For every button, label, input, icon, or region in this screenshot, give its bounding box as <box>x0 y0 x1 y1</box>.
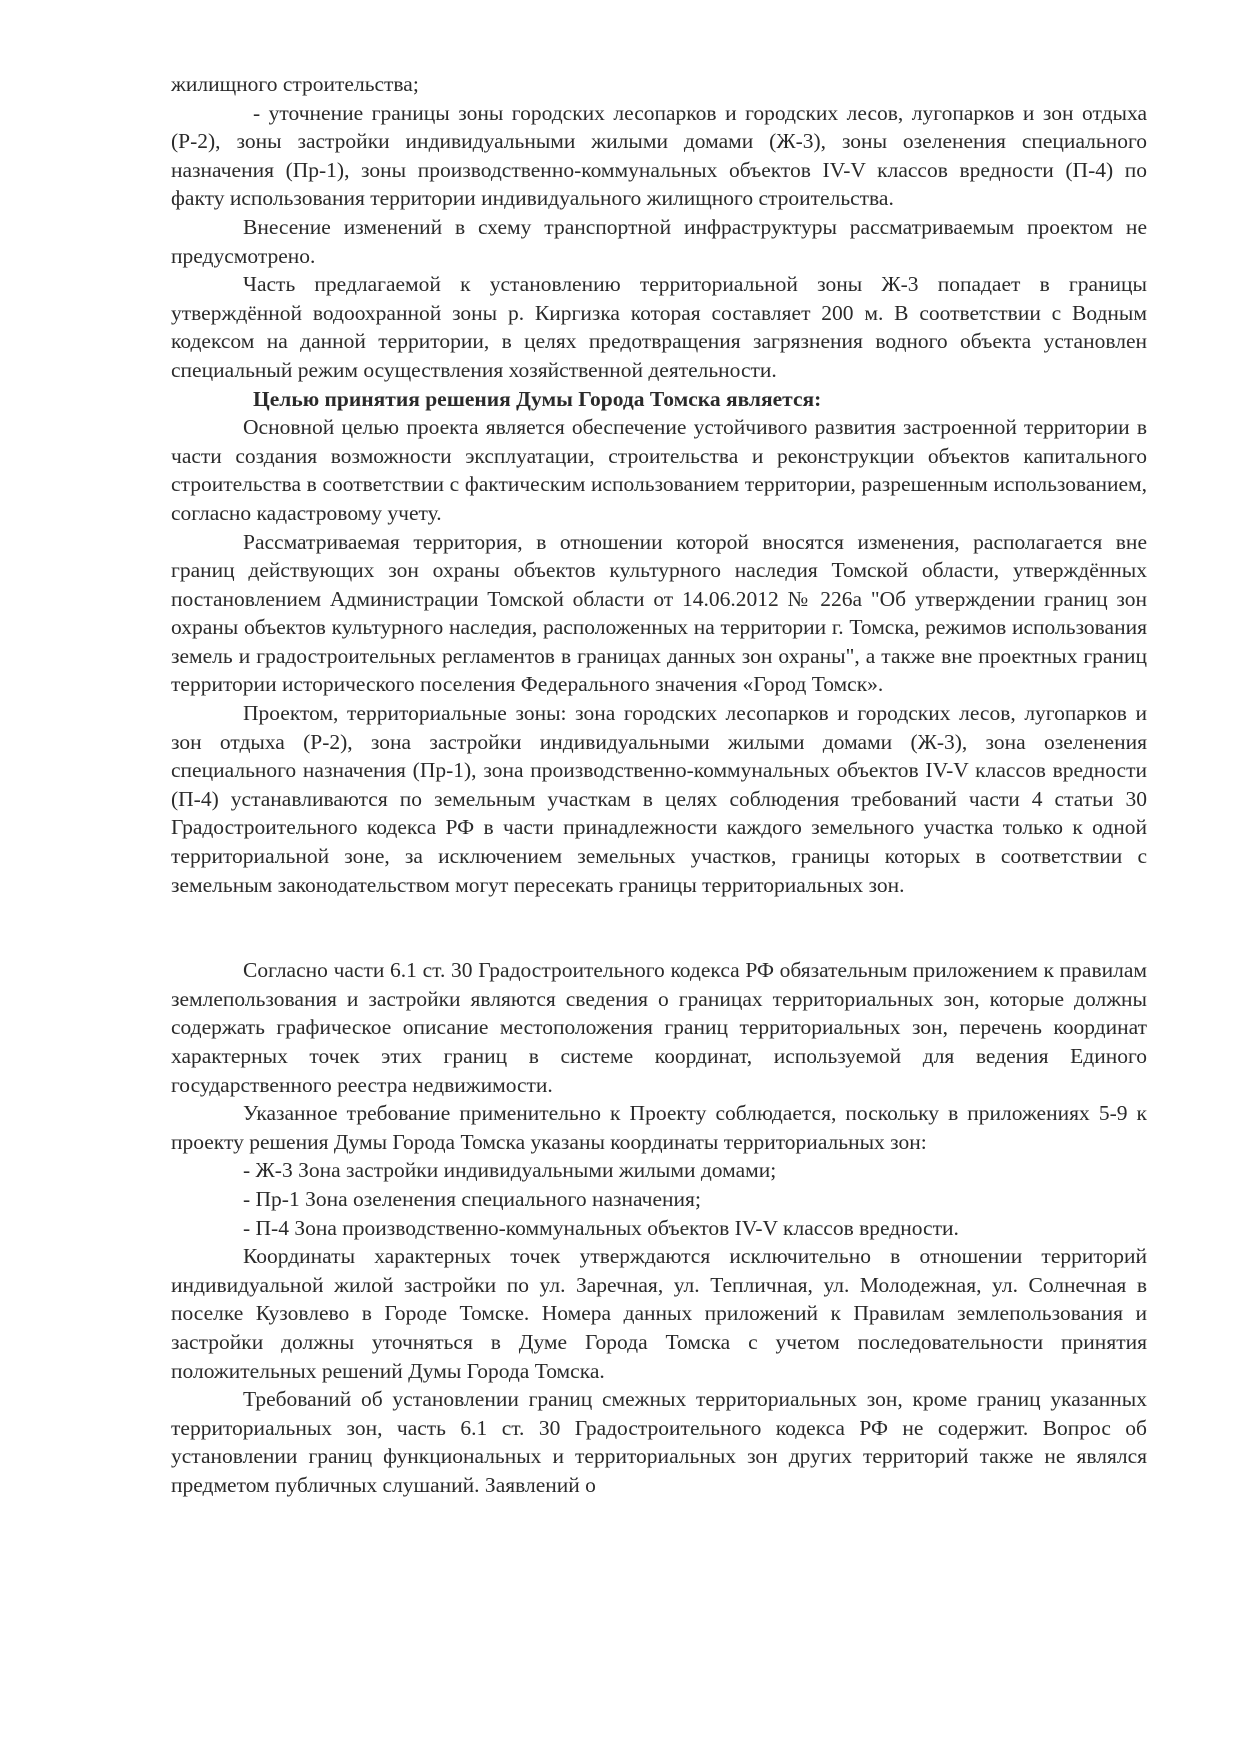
paragraph-main-goal: Основной целью проекта является обеспечение устойчивого развития застроенной территории в части создания возможности эксплуатации, строительства и реконструкции объектов капитального строительства в соответствии с фактическим использованием территории, разрешенным использованием, согласно кадастровому учету. <box>171 415 1147 525</box>
list-item-pr1: - Пр-1 Зона озеленения специального назначения; <box>243 1186 701 1211</box>
paragraph-gap <box>171 899 1147 956</box>
list-item-p4: - П-4 Зона производственно-коммунальных объектов IV-V классов вредности. <box>243 1215 959 1240</box>
paragraph-transport: Внесение изменений в схему транспортной инфраструктуры рассматриваемым проектом не предусмотрено. <box>171 214 1147 268</box>
paragraph-requirement: Указанное требование применительно к Проекту соблюдается, поскольку в приложениях 5-9 к проекту решения Думы Города Томска указаны координаты территориальных зон: <box>171 1101 1147 1154</box>
paragraph-article-6-1: Согласно части 6.1 ст. 30 Градостроительного кодекса РФ обязательным приложением к правилам землепользования и застройки являются сведения о границах территориальных зон, которые должны содержать графическое описание местоположения границ территориальных зон, перечень координат характерных точек этих границ в системе координат, используемой для ведения Единого государственного реестра недвижимости. <box>171 958 1147 1097</box>
paragraph-zone-boundaries: - уточнение границы зоны городских лесопарков и городских лесов, лугопарков и зон отдыха (Р-2), зоны застройки индивидуальными жилыми домами (Ж-3), зоны озеленения специального назначения (Пр-1), зоны производственно-коммунальных объектов IV-V классов вредности (П-4) по факту использования территории индивидуального жилищного строительства. <box>171 100 1147 211</box>
paragraph-territorial-zones: Проектом, территориальные зоны: зона городских лесопарков и городских лесов, лугопарков и зон отдыха (Р-2), зона застройки индивидуальными жилыми домами (Ж-3), зона озеленения специального назначения (Пр-1), зона производственно-коммунальных объектов IV-V классов вредности (П-4) устанавливаются по земельным участкам в целях соблюдения требований части 4 статьи 30 Градостроительного кодекса РФ в части принадлежности каждого земельного участка только к одной территориальной зоне, за исключением земельных участков, границы которых в соответствии с земельным законодательством могут пересекать границы территориальных зон. <box>171 701 1147 897</box>
paragraph-coordinates: Координаты характерных точек утверждаются исключительно в отношении территорий индивидуальной жилой застройки по ул. Заречная, ул. Тепличная, ул. Молодежная, ул. Солнечная в поселке Кузовлево в Городе Томске. Номера данных приложений к Правилам землепользования и застройки должны уточняться в Думе Города Томска с учетом последовательности принятия положительных решений Думы Города Томска. <box>171 1244 1147 1383</box>
section-heading-goal: Целью принятия решения Думы Города Томска является: <box>253 386 822 411</box>
document-page <box>171 70 1147 1500</box>
list-item-zh3: - Ж-3 Зона застройки индивидуальными жилыми домами; <box>243 1158 777 1183</box>
paragraph-continuation: жилищного строительства; <box>171 72 419 96</box>
paragraph-cultural-heritage: Рассматриваемая территория, в отношении которой вносятся изменения, располагается вне границ действующих зон охраны объектов культурного наследия Томской области, утверждённых постановлением Администрации Томской области от 14.06.2012 № 226а "Об утверждении границ зон охраны объектов культурного наследия, расположенных на территории г. Томска, режимов использования земель и градостроительных регламентов в границах данных зон охраны", а также вне проектных границ территории исторического поселения Федерального значения «Город Томск». <box>171 529 1147 697</box>
paragraph-water-protection: Часть предлагаемой к установлению территориальной зоны Ж-3 попадает в границы утверждённой водоохранной зоны р. Киргизка которая составляет 200 м. В соответствии с Водным кодексом на данной территории, в целях предотвращения загрязнения водного объекта установлен специальный режим осуществления хозяйственной деятельности. <box>171 272 1147 382</box>
paragraph-adjacent-zones: Требований об установлении границ смежных территориальных зон, кроме границ указанных территориальных зон, часть 6.1 ст. 30 Градостроительного кодекса РФ не содержит. Вопрос об установлении границ функциональных и территориальных зон других территорий также не являлся предметом публичных слушаний. Заявлений о <box>171 1387 1147 1497</box>
